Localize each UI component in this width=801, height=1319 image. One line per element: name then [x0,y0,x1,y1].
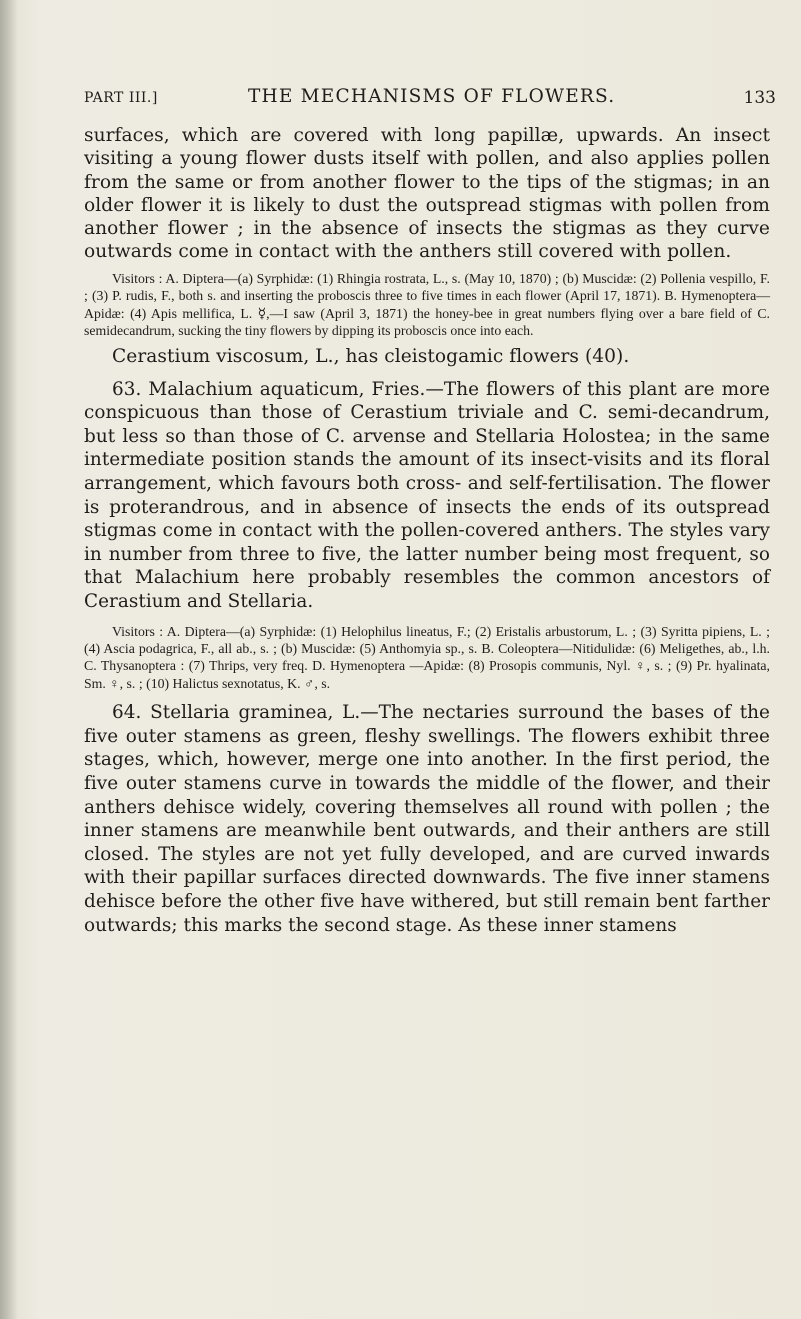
running-header [84,86,774,114]
visitors-list-cerastium-semidecandrum: Visitors : A. Diptera—(a) Syrphidæ: (1) Rhingia rostrata, L., s. (May 10, 1870) ; (b) Muscidæ: (2) Pollenia vespillo, F. ; (3) P. rudis, F., both s. and inserting the proboscis three to five times in each flower (April 17, 1871). B. Hymenoptera—Apidæ: (4) Apis mellifica, L. ☿,—I saw (April 3, 1871) the honey-bee in great numbers flying over a bare field of C. semidecandrum, sucking the tiny flowers by dipping its proboscis once into each. [84,270,770,338]
section-64-stellaria-graminea: 64. Stellaria graminea, L.—The nectaries surround the bases of the five outer stamens as green, fleshy swellings. The flowers exhibit three stages, which, however, merge one into another. In the first period, the five outer stamens curve in towards the middle of the flower, and their anthers dehisce widely, covering themselves all round with pollen ; the inner stamens are meanwhile bent outwards, and their anthers are still closed. The styles are not yet fully developed, and are curved inwards with their papillar surfaces directed downwards. The five inner stamens dehisce before the other five have withered, but still remain bent farther outwards; this marks the second stage. As these inner stamens [84,702,770,936]
paragraph-continued: surfaces, which are covered with long papillæ, upwards. An insect visiting a young flower dusts itself with pollen, and also applies pollen from the same or from another flower to the tips of the stigmas; in an older flower it is likely to dust the outspread stigmas with pollen from another flower ; in the absence of insects the stigmas as they curve outwards come in contact with the anthers still covered with pollen. [84,125,770,263]
binding-shadow [0,0,18,1319]
part-label: PART III.] [84,90,158,106]
page-number: 133 [743,88,776,108]
section-63-malachium: 63. Malachium aquaticum, Fries.—The flowers of this plant are more conspicuous than those of Cerastium triviale and C. semi-decandrum, but less so than those of C. arvense and Stellaria Holostea; in the same intermediate position stands the amount of its insect-visits and its floral arrangement, which favours both cross- and self-fertilisation. The flower is proterandrous, and in absence of insects the ends of its outspread stigmas come in contact with the pollen-covered anthers. The styles vary in number from three to five, the latter number being most frequent, so that Malachium here probably resembles the common ancestors of Cerastium and Stellaria. [84,378,770,613]
visitors-list-malachium: Visitors : A. Diptera—(a) Syrphidæ: (1) Helophilus lineatus, F.; (2) Eristalis arbustorum, L. ; (3) Syritta pipiens, L. ; (4) Ascia podagrica, F., all ab., s. ; (b) Muscidæ: (5) Anthomyia sp., s. B. Coleoptera—Nitidulidæ: (6) Meligethes, ab., l.h. C. Thysanoptera : (7) Thrips, very freq. D. Hymenoptera —Apidæ: (8) Prosopis communis, Nyl. ♀, s. ; (9) Pr. hyalinata, Sm. ♀, s. ; (10) Halictus sexnotatus, K. ♂, s. [84,623,770,691]
running-title: THE MECHANISMS OF FLOWERS. [248,86,616,107]
paragraph-cerastium-viscosum: Cerastium viscosum, L., has cleistogamic flowers (40). [112,346,630,368]
body-text [84,124,770,937]
